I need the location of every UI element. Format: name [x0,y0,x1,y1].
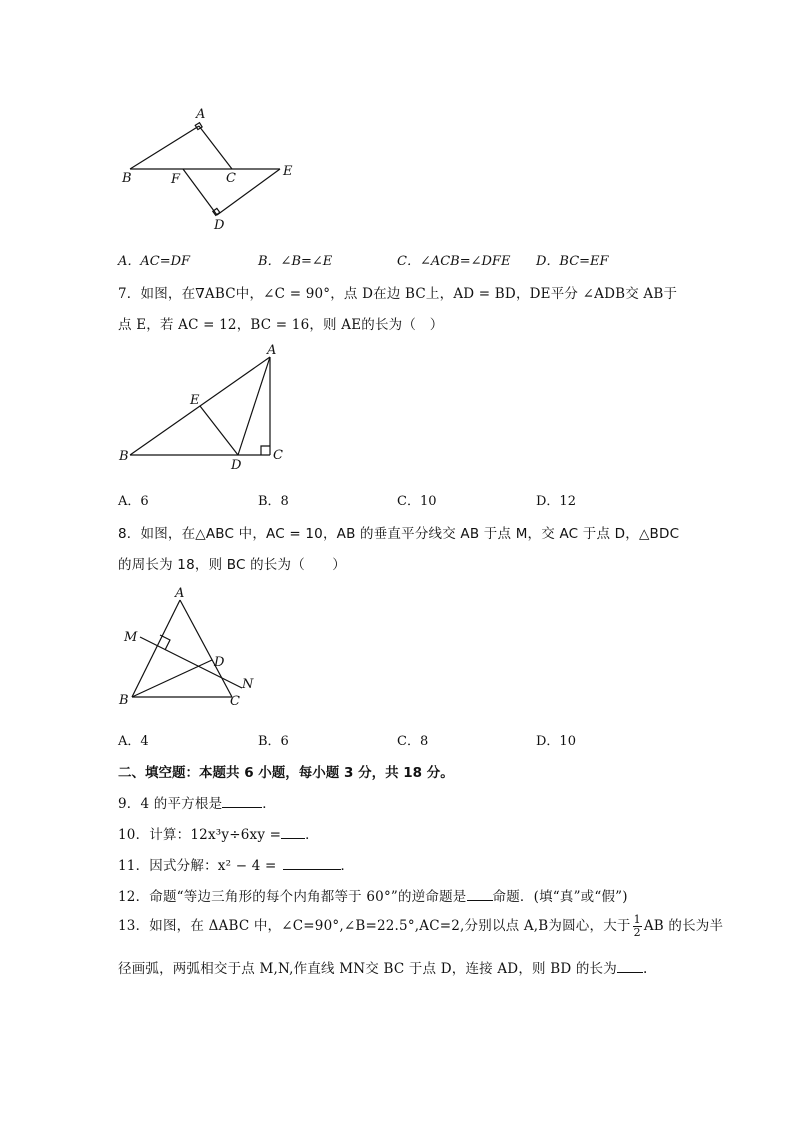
q12-answer-blank[interactable] [467,888,493,901]
label-B: B [119,449,129,464]
q13-line1a: 13．如图，在 ΔABC 中，∠C=90°,∠B=22.5°,AC=2,分别以点 A,B为圆心，大于 [118,918,631,934]
q12 [118,885,628,905]
q6-option-b: B．∠B=∠E [258,254,333,269]
label-E: E [190,393,200,408]
q13-line1 [118,914,723,939]
q8-line2: 的周长为 18，则 BC 的长为（ ） [118,557,347,573]
label-B: B [119,693,129,708]
q8-line1: 8．如图，在△ABC 中，AC = 10，AB 的垂直平分线交 AB 于点 M，交 AC 于点 D，△BDC [118,526,680,542]
q11-text: 11．因式分解：x² − 4 = [118,858,277,874]
label-D: D [214,218,225,230]
label-C: C [273,448,283,463]
q13-end: . [642,961,648,977]
q12-end: 命题．(填“真”或“假”) [492,889,628,905]
q7-line1: 7．如图，在∇ABC中，∠C = 90°，点 D在边 BC上，AD = BD，DE平分 ∠ADB交 AB于 [118,286,678,302]
label-A: A [267,343,277,358]
q13-fraction [633,914,642,939]
q6-option-a: A．AC=DF [118,254,191,269]
label-A: A [175,586,185,601]
q13-line2 [118,957,647,977]
label-A: A [196,107,206,122]
q11-answer-blank[interactable] [283,857,341,870]
q7-line2: 点 E，若 AC = 12，BC = 16，则 AE的长为（ ） [118,317,444,333]
q10-end: ． [305,827,319,843]
q8-option-b: B．6 [258,734,289,749]
fraction-numerator: 1 [633,913,641,926]
q13-line1b: AB 的长为半 [643,918,724,934]
figure-q6 [110,100,310,230]
q6-option-d: D．BC=EF [536,254,609,269]
q6-option-c: C．∠ACB=∠DFE [397,254,511,269]
label-B: B [122,171,132,186]
q10-answer-blank[interactable] [281,826,305,839]
q12-text: 12．命题“等边三角形的每个内角都等于 60°”的逆命题是 [118,889,467,905]
q7-option-b: B．8 [258,494,289,509]
label-C: C [230,694,240,709]
q8-option-d: D．10 [536,734,576,749]
q10-text: 10．计算：12x³y÷6xy = [118,827,282,843]
q9-text: 9．4 的平方根是 [118,796,223,812]
label-D: D [231,458,242,473]
label-C: C [226,171,236,186]
q8-option-c: C．8 [397,734,429,749]
q8-option-a: A．4 [118,734,149,749]
q9-answer-blank[interactable] [222,795,262,808]
q11 [118,854,354,874]
q9 [118,792,276,812]
label-N: N [242,677,254,692]
q7-option-c: C．10 [397,494,437,509]
q10 [118,823,319,843]
q7-option-d: D．12 [536,494,576,509]
q11-end: ． [340,858,355,874]
figure-q8 [110,582,270,712]
figure-q7 [110,340,310,475]
q13-line2-text: 径画弧，两弧相交于点 M,N,作直线 MN交 BC 于点 D，连接 AD，则 BD 的长为 [118,961,617,977]
q9-end: ． [262,796,276,812]
q13-answer-blank[interactable] [617,960,643,973]
label-D: D [214,655,225,670]
label-E: E [283,164,293,179]
label-M: M [124,630,138,645]
fraction-denominator: 2 [633,926,641,939]
section-heading: 二、填空题：本题共 6 小题，每小题 3 分，共 18 分。 [118,765,454,781]
label-F: F [171,172,181,187]
q7-option-a: A．6 [118,494,149,509]
